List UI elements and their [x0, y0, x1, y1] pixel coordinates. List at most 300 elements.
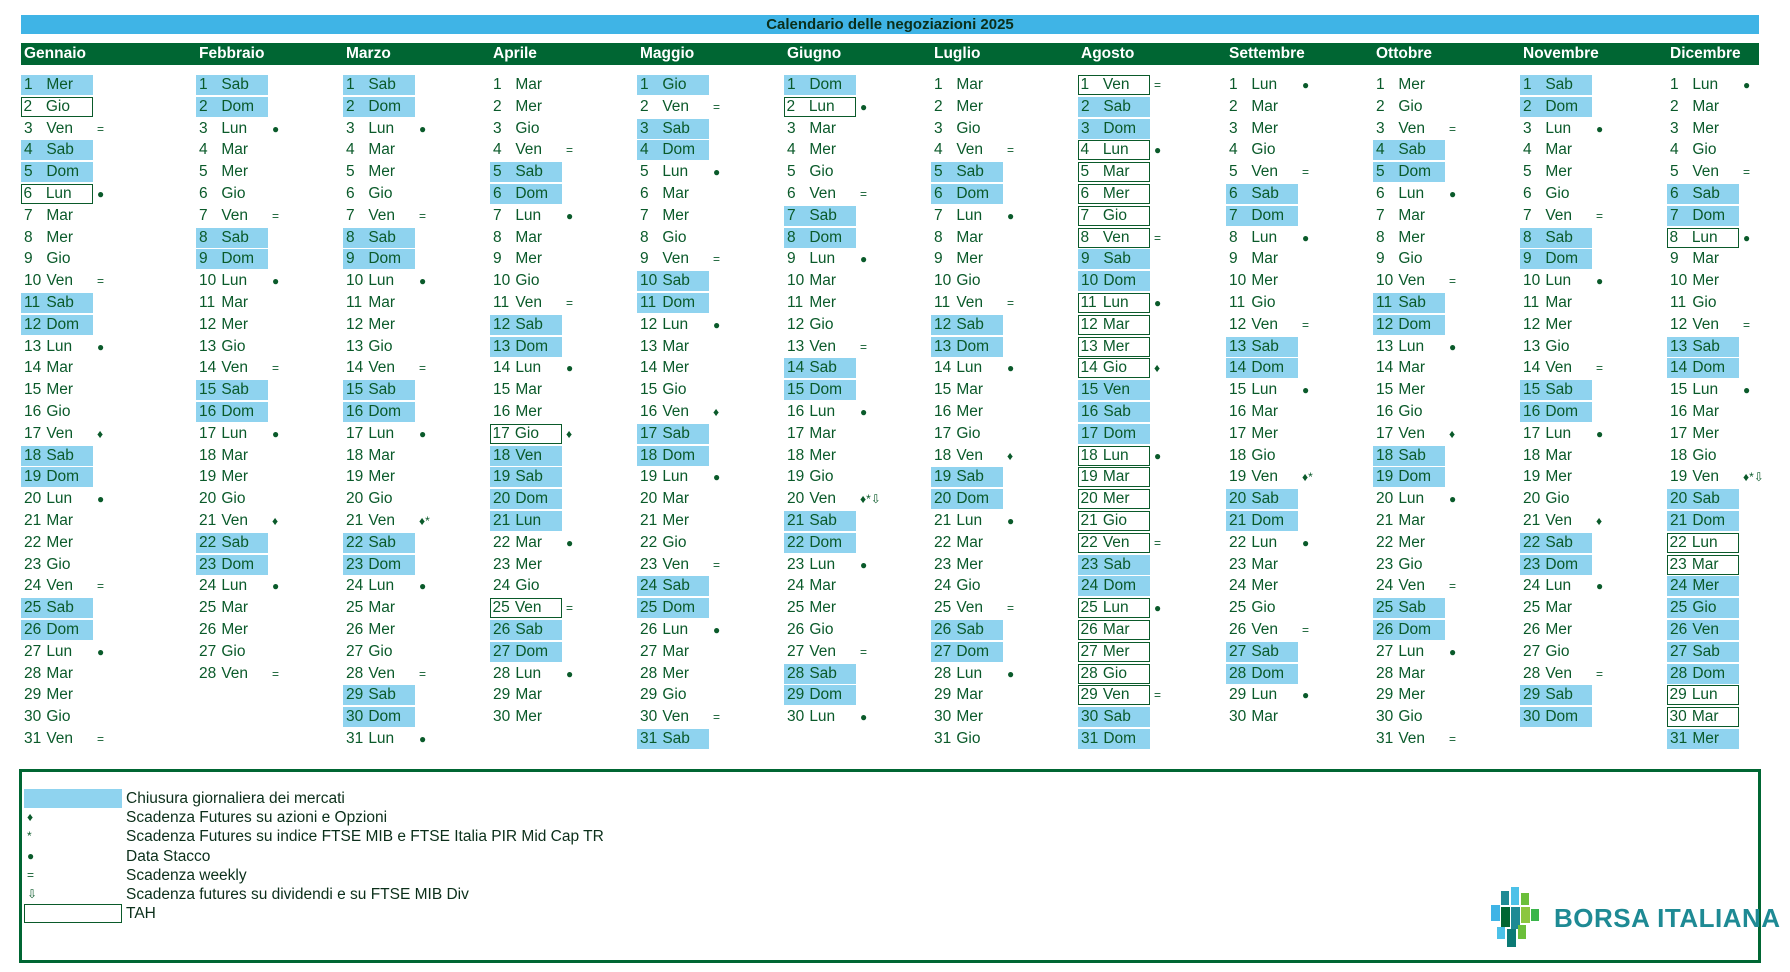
day-cell	[931, 511, 1003, 531]
day-number: 2	[1229, 97, 1238, 115]
day-cell	[343, 75, 415, 95]
day-number: 25	[1670, 599, 1688, 617]
month-name-giugno: Giugno	[787, 45, 842, 62]
day-row	[1226, 554, 1373, 576]
day-row	[931, 336, 1078, 358]
day-row	[1226, 510, 1373, 532]
day-number: 19	[24, 468, 42, 486]
day-marker-icon: ●	[419, 731, 427, 746]
day-row	[343, 641, 490, 663]
weekday-label: Mar	[956, 533, 984, 551]
day-cell	[196, 598, 268, 618]
day-number: 19	[493, 468, 511, 486]
day-number: 21	[346, 511, 364, 529]
day-number: 6	[640, 184, 649, 202]
month-header-bar	[21, 43, 1759, 65]
day-number: 8	[1229, 228, 1238, 246]
weekday-label: Lun	[1251, 76, 1278, 93]
day-row	[784, 423, 931, 445]
day-row	[784, 74, 931, 96]
day-cell	[931, 685, 1003, 705]
day-row	[21, 161, 168, 183]
weekday-label: Sab	[1251, 337, 1279, 355]
weekday-label: Gio	[368, 490, 393, 508]
weekday-label: Mar	[1398, 511, 1426, 529]
day-row	[931, 183, 1078, 205]
day-row	[490, 336, 637, 358]
day-row	[21, 728, 168, 750]
day-cell	[196, 380, 268, 400]
day-number: 3	[787, 119, 796, 137]
day-number: 17	[1523, 424, 1541, 442]
day-row	[637, 466, 784, 488]
day-row	[490, 270, 637, 292]
weekday-label: Mar	[368, 141, 396, 159]
day-number: 3	[1523, 119, 1532, 137]
day-row	[931, 139, 1078, 161]
legend-symbol-icon: ⇩	[27, 887, 38, 901]
weekday-label: Ven	[221, 511, 249, 529]
day-number: 4	[1376, 141, 1385, 159]
day-cell	[343, 467, 415, 487]
day-cell	[21, 184, 93, 204]
day-marker-icon: =	[860, 186, 868, 201]
day-number: 24	[787, 577, 805, 595]
day-marker-icon: ●	[1449, 339, 1457, 354]
day-row	[1078, 183, 1225, 205]
day-row	[1226, 423, 1373, 445]
weekday-label: Dom	[368, 250, 402, 268]
day-number: 19	[934, 468, 952, 486]
day-number: 21	[24, 511, 42, 529]
day-number: 9	[493, 250, 502, 268]
day-number: 1	[1670, 76, 1679, 93]
day-number: 22	[1523, 533, 1541, 551]
day-row	[1373, 532, 1520, 554]
weekday-label: Ven	[368, 359, 396, 377]
day-number: 29	[346, 686, 364, 704]
day-marker-icon: =	[1449, 579, 1457, 594]
day-number: 15	[1376, 381, 1394, 399]
day-number: 25	[1376, 599, 1394, 617]
day-number: 20	[1080, 490, 1098, 508]
day-marker-icon: ●	[1302, 535, 1310, 550]
day-row	[1520, 663, 1667, 685]
day-row	[343, 118, 490, 140]
weekday-label: Mer	[1692, 424, 1720, 442]
weekday-label: Lun	[1251, 533, 1278, 551]
day-cell	[784, 620, 856, 640]
day-marker-icon: =	[1007, 601, 1015, 616]
day-row	[21, 488, 168, 510]
day-row	[784, 706, 931, 728]
day-row	[1373, 205, 1520, 227]
weekday-label: Lun	[1251, 686, 1278, 704]
day-cell	[490, 184, 562, 204]
weekday-label: Dom	[809, 228, 843, 246]
day-cell	[1373, 642, 1445, 662]
day-number: 15	[493, 381, 511, 399]
day-cell	[490, 467, 562, 487]
day-number: 22	[1229, 533, 1247, 551]
weekday-label: Dom	[1251, 206, 1285, 224]
day-marker-icon: =	[419, 361, 427, 376]
day-cell	[784, 315, 856, 335]
weekday-label: Lun	[1398, 490, 1425, 508]
weekday-label: Ven	[368, 511, 396, 529]
weekday-label: Mer	[1692, 272, 1720, 290]
day-number: 29	[1669, 686, 1687, 704]
day-number: 23	[199, 555, 217, 573]
day-number: 4	[640, 141, 649, 159]
day-cell	[343, 424, 415, 444]
day-number: 26	[1523, 620, 1541, 638]
day-cell	[196, 293, 268, 313]
weekday-label: Gio	[1251, 599, 1276, 617]
weekday-label: Ven	[1692, 163, 1720, 181]
weekday-label: Mer	[515, 97, 543, 115]
day-row	[1667, 379, 1790, 401]
day-number: 2	[346, 97, 355, 115]
day-row	[1078, 684, 1225, 706]
day-cell	[1520, 402, 1592, 422]
month-name-gennaio: Gennaio	[24, 45, 87, 62]
day-cell	[784, 598, 856, 618]
day-number: 21	[1670, 511, 1688, 529]
day-cell	[1667, 489, 1739, 509]
month-name-maggio: Maggio	[640, 45, 695, 62]
day-cell	[931, 249, 1003, 269]
day-row	[1226, 161, 1373, 183]
day-row	[1078, 314, 1225, 336]
day-number: 13	[199, 337, 217, 355]
day-row	[784, 445, 931, 467]
day-number: 5	[199, 163, 208, 181]
day-cell	[931, 467, 1003, 487]
day-row	[196, 532, 343, 554]
day-row	[490, 619, 637, 641]
weekday-label: Sab	[662, 272, 690, 290]
day-number: 18	[1670, 446, 1688, 464]
weekday-label: Ven	[662, 250, 690, 268]
day-marker-icon: ●	[1596, 579, 1604, 594]
day-cell	[1373, 380, 1445, 400]
day-cell	[343, 337, 415, 357]
day-cell	[637, 642, 709, 662]
day-number: 31	[346, 729, 364, 747]
month-name-novembre: Novembre	[1523, 45, 1599, 62]
day-cell	[1078, 206, 1150, 226]
day-cell	[1078, 337, 1150, 357]
day-cell	[1520, 228, 1592, 248]
day-cell	[784, 664, 856, 684]
day-number: 3	[1081, 119, 1090, 137]
weekday-label: Lun	[1102, 141, 1129, 159]
weekday-label: Dom	[1103, 424, 1137, 442]
day-cell	[1373, 598, 1445, 618]
weekday-label: Mer	[1398, 228, 1426, 246]
month-name-agosto: Agosto	[1081, 45, 1135, 62]
day-number: 16	[787, 402, 805, 420]
day-cell	[21, 555, 93, 575]
weekday-label: Sab	[368, 228, 396, 246]
day-marker-icon: =	[1154, 78, 1162, 92]
day-cell	[784, 162, 856, 182]
day-cell	[1667, 358, 1739, 378]
day-cell	[637, 664, 709, 684]
day-cell	[1373, 119, 1445, 139]
weekday-label: Sab	[1692, 184, 1720, 202]
day-cell	[931, 402, 1003, 422]
day-row	[1520, 270, 1667, 292]
day-cell	[1226, 533, 1298, 553]
day-cell	[343, 315, 415, 335]
day-row	[1373, 379, 1520, 401]
day-number: 8	[787, 228, 796, 246]
day-number: 27	[493, 642, 511, 660]
day-cell	[1226, 228, 1298, 248]
day-cell	[21, 358, 93, 378]
weekday-label: Dom	[515, 490, 549, 508]
day-number: 1	[1080, 76, 1090, 93]
day-cell	[490, 685, 562, 705]
day-row	[1226, 96, 1373, 118]
day-number: 18	[640, 446, 658, 464]
day-row	[21, 270, 168, 292]
day-number: 15	[1523, 381, 1541, 399]
day-number: 7	[1229, 206, 1238, 224]
weekday-label: Mer	[1102, 184, 1130, 202]
day-marker-icon: =	[566, 295, 574, 310]
day-row	[1373, 139, 1520, 161]
weekday-label: Gio	[1398, 555, 1423, 573]
day-row	[1667, 728, 1790, 750]
day-cell	[1667, 75, 1739, 95]
day-marker-icon: =	[272, 666, 280, 681]
day-number: 6	[1376, 184, 1385, 202]
day-number: 16	[640, 402, 658, 420]
weekday-label: Dom	[46, 620, 80, 638]
day-cell	[1520, 162, 1592, 182]
day-number: 13	[1080, 337, 1098, 355]
day-row	[1078, 248, 1225, 270]
day-marker-icon: ♦	[272, 513, 279, 528]
day-row	[196, 488, 343, 510]
day-row	[1520, 619, 1667, 641]
day-number: 8	[1376, 228, 1385, 246]
day-number: 23	[934, 555, 952, 573]
weekday-label: Sab	[515, 163, 543, 181]
legend-symbol-icon: ♦	[27, 810, 34, 825]
day-number: 30	[1669, 708, 1687, 726]
day-number: 12	[24, 315, 42, 333]
day-number: 17	[1376, 424, 1394, 442]
day-number: 23	[346, 555, 364, 573]
day-row	[343, 139, 490, 161]
day-cell	[637, 489, 709, 509]
legend-label: Data Stacco	[126, 847, 211, 865]
weekday-label: Sab	[1692, 490, 1720, 508]
day-cell	[21, 75, 93, 95]
weekday-label: Sab	[1692, 337, 1720, 355]
day-row	[490, 183, 637, 205]
day-cell	[637, 119, 709, 139]
day-row	[343, 554, 490, 576]
weekday-label: Ven	[221, 359, 249, 377]
day-number: 23	[787, 555, 805, 573]
weekday-label: Gio	[1251, 293, 1276, 311]
weekday-label: Dom	[809, 76, 843, 93]
day-cell	[21, 511, 93, 531]
weekday-label: Gio	[1545, 642, 1570, 660]
weekday-label: Gio	[956, 577, 981, 595]
day-cell	[1226, 620, 1298, 640]
month-column-settembre	[1226, 74, 1373, 754]
day-number: 14	[199, 359, 217, 377]
day-number: 16	[1670, 402, 1688, 420]
day-number: 29	[1080, 686, 1098, 704]
day-cell	[1373, 729, 1445, 749]
day-cell	[1667, 729, 1739, 749]
month-name-aprile: Aprile	[493, 45, 537, 62]
day-number: 16	[1229, 402, 1247, 420]
day-cell	[1373, 293, 1445, 313]
day-row	[1667, 466, 1790, 488]
day-row	[784, 96, 931, 118]
weekday-label: Gio	[46, 402, 71, 420]
day-cell	[931, 729, 1003, 749]
weekday-label: Lun	[1545, 272, 1572, 290]
weekday-label: Lun	[956, 511, 983, 529]
day-cell	[1520, 467, 1592, 487]
day-cell	[1373, 424, 1445, 444]
day-row	[1078, 139, 1225, 161]
day-row	[490, 532, 637, 554]
day-row	[1373, 336, 1520, 358]
day-cell	[1078, 664, 1150, 684]
day-row	[931, 118, 1078, 140]
weekday-label: Ven	[1545, 511, 1573, 529]
day-cell	[1373, 206, 1445, 226]
day-cell	[784, 555, 856, 575]
month-name-dicembre: Dicembre	[1670, 45, 1741, 62]
weekday-label: Mer	[368, 620, 396, 638]
weekday-label: Dom	[221, 97, 255, 115]
day-marker-icon: =	[1302, 165, 1310, 180]
weekday-label: Sab	[1545, 228, 1573, 246]
weekday-label: Mar	[1692, 250, 1720, 268]
day-cell	[490, 358, 562, 378]
day-cell	[1520, 642, 1592, 662]
day-cell	[1226, 75, 1298, 95]
weekday-label: Lun	[368, 424, 395, 442]
day-number: 4	[199, 141, 208, 159]
day-marker-icon: =	[272, 361, 280, 376]
day-cell	[784, 511, 856, 531]
day-number: 31	[934, 729, 952, 747]
day-number: 1	[787, 76, 796, 93]
weekday-label: Mer	[46, 381, 74, 399]
day-cell	[343, 685, 415, 705]
weekday-label: Ven	[956, 446, 984, 464]
day-number: 9	[24, 250, 33, 268]
day-number: 9	[640, 250, 649, 268]
day-cell	[637, 140, 709, 160]
weekday-label: Dom	[368, 708, 402, 726]
weekday-label: Lun	[1692, 381, 1719, 399]
legend-box	[19, 769, 1781, 963]
day-number: 10	[640, 272, 658, 290]
month-column-maggio	[637, 74, 784, 754]
weekday-label: Mer	[1545, 620, 1573, 638]
day-row	[1078, 488, 1225, 510]
day-cell	[490, 576, 562, 596]
day-cell	[1373, 75, 1445, 95]
day-number: 26	[199, 620, 217, 638]
day-row	[343, 445, 490, 467]
day-cell	[1373, 249, 1445, 269]
day-marker-icon: ●	[1302, 383, 1310, 398]
day-marker-icon: =	[1596, 361, 1604, 376]
day-cell	[343, 119, 415, 139]
weekday-label: Gio	[662, 381, 687, 399]
day-number: 4	[1523, 141, 1532, 159]
day-number: 25	[492, 599, 510, 617]
day-number: 12	[199, 315, 217, 333]
day-row	[196, 510, 343, 532]
day-number: 1	[1376, 76, 1385, 93]
weekday-label: Lun	[1398, 184, 1425, 202]
day-row	[1667, 227, 1790, 249]
day-number: 17	[640, 424, 658, 442]
day-number: 4	[24, 141, 33, 159]
day-row	[21, 663, 168, 685]
day-row	[1226, 314, 1373, 336]
day-row	[637, 488, 784, 510]
day-cell	[784, 489, 856, 509]
day-number: 13	[787, 337, 805, 355]
day-row	[1373, 292, 1520, 314]
day-row	[784, 314, 931, 336]
day-row	[1226, 684, 1373, 706]
day-number: 28	[1376, 664, 1394, 682]
legend-label: Scadenza futures su dividendi e su FTSE MIB Div	[126, 886, 469, 903]
weekday-label: Ven	[1103, 381, 1131, 399]
day-number: 11	[1080, 293, 1097, 311]
day-number: 4	[934, 141, 943, 159]
day-row	[490, 314, 637, 336]
weekday-label: Mar	[1102, 468, 1130, 486]
day-row	[1078, 205, 1225, 227]
day-row	[931, 510, 1078, 532]
day-number: 13	[1376, 337, 1394, 355]
weekday-label: Ven	[1692, 620, 1720, 638]
day-cell	[1078, 598, 1150, 618]
weekday-label: Mer	[809, 293, 837, 311]
day-cell	[1667, 576, 1739, 596]
weekday-label: Sab	[1103, 402, 1131, 420]
weekday-label: Dom	[1545, 555, 1579, 573]
day-cell	[343, 249, 415, 269]
day-cell	[1226, 424, 1298, 444]
weekday-label: Sab	[809, 206, 837, 224]
day-marker-icon: =	[713, 252, 721, 267]
day-cell	[931, 598, 1003, 618]
day-row	[1078, 270, 1225, 292]
weekday-label: Dom	[1251, 511, 1285, 529]
day-cell	[1078, 315, 1150, 335]
day-number: 11	[1376, 293, 1393, 311]
